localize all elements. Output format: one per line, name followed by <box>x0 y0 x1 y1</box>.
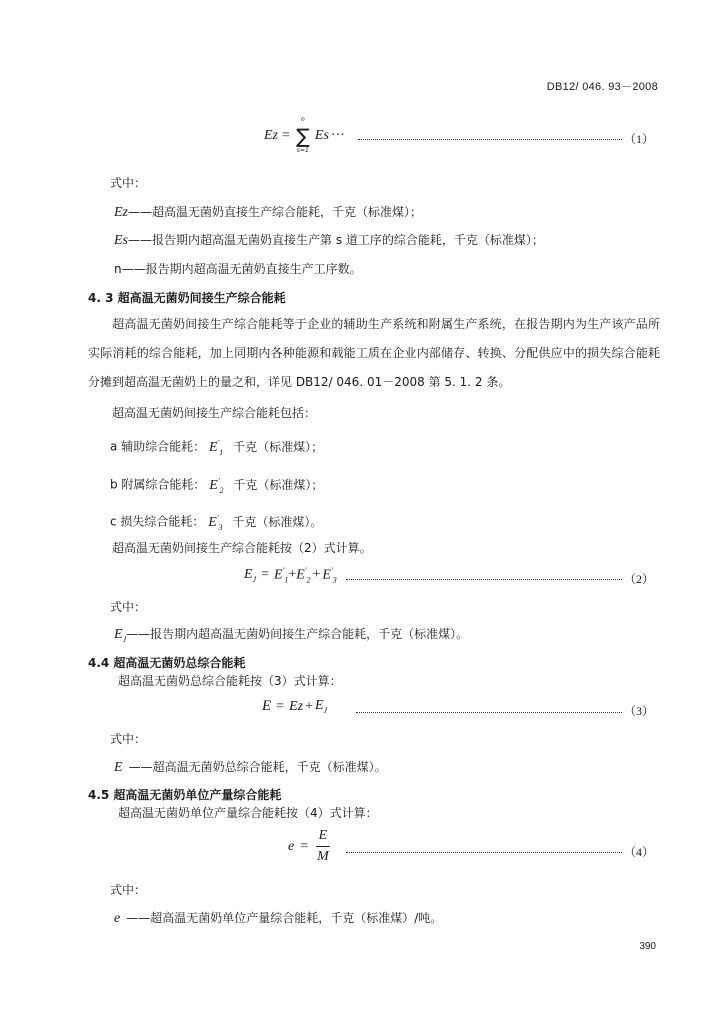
item-c-symbol <box>208 515 222 530</box>
eq3-t2-sym: E <box>314 698 324 714</box>
def-ej-sym: E <box>114 627 123 642</box>
sum-sign: ∑ <box>296 124 310 148</box>
eq2-t3-prime: ' <box>330 566 333 575</box>
def-ez-symbol: Ez <box>114 205 128 220</box>
item-a-prime: ' <box>217 438 220 447</box>
item-c-unit: 千克（标准煤）。 <box>232 514 323 529</box>
eq3-number: （3） <box>624 704 655 718</box>
equation-3 <box>262 698 327 715</box>
def-ej-text: ——报告期内超高温无菌奶间接生产综合能耗，千克（标准煤）。 <box>126 627 469 641</box>
eq3-term-2 <box>315 698 327 715</box>
eq2-equals: = <box>261 567 270 583</box>
section-4-3-heading: 4. 3 超高温无菌奶间接生产综合能耗 <box>88 291 286 305</box>
def-e-text: ——超高温无菌奶总综合能耗，千克（标准煤）。 <box>128 760 387 774</box>
eq4-lhs: e <box>288 838 295 854</box>
eq1-leader-dots <box>358 139 622 140</box>
eq2-term-3 <box>322 566 336 584</box>
eq2-plus-2: + <box>312 567 321 583</box>
eq2-t2-prime: ' <box>304 566 307 575</box>
item-a-sym: E <box>209 439 218 455</box>
eq4-numerator: E <box>316 828 331 847</box>
equation-1 <box>264 116 345 154</box>
eq3-plus: + <box>305 698 313 714</box>
eq4-fraction <box>314 828 332 865</box>
eq3-t2-sub: J <box>323 705 328 715</box>
sum-upper-limit: n <box>301 116 305 123</box>
eq1-equals: = <box>282 128 290 143</box>
page-number: 390 <box>639 941 656 952</box>
eq4-number: （4） <box>624 845 655 859</box>
item-b-sub: 2 <box>219 485 224 495</box>
eq2-t1-sym: E <box>274 567 283 583</box>
equation-4 <box>288 828 332 865</box>
definition-e <box>114 760 387 775</box>
where-label-1: 式中： <box>110 176 147 190</box>
item-b-sym: E <box>209 477 218 493</box>
eq2-leader-dots <box>346 579 622 580</box>
item-c-loss <box>110 511 322 534</box>
item-a-auxiliary <box>110 436 323 459</box>
eq2-t1-prime: ' <box>282 566 285 575</box>
eq2-t2-sub: 2 <box>306 575 311 585</box>
eq2-t3-sym: E <box>322 567 331 583</box>
includes-line: 超高温无菌奶间接生产综合能耗包括： <box>112 406 317 420</box>
definition-ej <box>114 627 468 647</box>
eq2-term-2 <box>296 566 310 584</box>
def-e-unit-text: ——超高温无菌奶单位产量综合能耗，千克（标准煤）/吨。 <box>126 911 443 925</box>
eq3-equals: = <box>276 698 285 714</box>
item-c-sub: 3 <box>218 522 223 532</box>
def-es-symbol: Es <box>114 233 128 248</box>
eq3-leader-dots <box>356 712 622 713</box>
sum-lower-limit: s=1 <box>296 147 309 154</box>
eq2-lhs-sub: J <box>252 574 257 584</box>
summation-symbol <box>294 116 312 154</box>
def-ej-symbol <box>114 627 126 642</box>
calc-3-line: 超高温无菌奶总综合能耗按（3）式计算： <box>118 674 342 688</box>
eq2-t2-sym: E <box>296 567 305 583</box>
definition-es <box>114 233 544 248</box>
item-a-label: a 辅助综合能耗： <box>110 439 206 454</box>
eq2-t3-sub: 3 <box>332 575 337 585</box>
eq2-lhs <box>244 567 256 584</box>
eq2-t1-sub: 1 <box>284 575 289 585</box>
section-4-4-heading: 4.4 超高温无菌奶总综合能耗 <box>88 656 246 670</box>
item-b-label: b 附属综合能耗： <box>110 477 206 492</box>
item-c-prime: ' <box>216 513 219 522</box>
eq2-plus-1: + <box>288 567 297 583</box>
def-ez-text: ——超高温无菌奶直接生产综合能耗，千克（标准煤）； <box>128 205 423 219</box>
eq3-lhs: E <box>262 698 272 714</box>
item-b-subsidiary <box>110 474 323 497</box>
item-c-label: c 损失综合能耗： <box>110 514 205 529</box>
where-label-3: 式中： <box>110 732 147 746</box>
calc-4-line: 超高温无菌奶单位产量综合能耗按（4）式计算： <box>118 806 378 820</box>
definition-ez <box>114 205 422 220</box>
item-c-sym: E <box>208 514 217 530</box>
eq3-term-1: Ez <box>289 698 304 714</box>
definition-e-unit <box>114 911 442 926</box>
item-a-symbol <box>209 440 223 455</box>
def-e-symbol: E <box>114 760 123 775</box>
where-label-4: 式中： <box>110 883 147 897</box>
def-e-unit-symbol: e <box>114 911 121 926</box>
eq1-lhs: Ez <box>264 128 278 143</box>
standard-number: DB12/ 046. 93－2008 <box>546 81 658 93</box>
section-4-5-heading: 4.5 超高温无菌奶单位产量综合能耗 <box>88 788 282 802</box>
definition-n: n——报告期内超高温无菌奶直接生产工序数。 <box>114 262 362 276</box>
item-b-prime: ' <box>217 476 220 485</box>
eq1-ellipsis: ··· <box>330 128 345 143</box>
item-a-sub: 1 <box>219 447 224 457</box>
eq4-leader-dots <box>346 852 622 853</box>
def-ej-sub: J <box>122 634 127 644</box>
eq2-term-1 <box>274 566 288 584</box>
eq4-equals: = <box>300 838 309 854</box>
eq1-number: （1） <box>624 132 655 146</box>
item-a-unit: 千克（标准煤）； <box>233 439 324 454</box>
def-es-text: ——报告期内超高温无菌奶直接生产第 s 道工序的综合能耗，千克（标准煤）； <box>128 233 544 247</box>
section-4-3-text: 超高温无菌奶间接生产综合能耗等于企业的辅助生产系统和附属生产系统，在报告期内为生产该产品所实际消耗的综合能耗，加上同期内各种能源和载能工质在企业内部储存、转换、分配供应中的损失综合能耗分摊到超高温无菌奶上的量之和，详见 DB12/ 046. 01－2008 第 5. 1. 2 条。 <box>88 317 660 389</box>
eq2-number: （2） <box>624 572 655 586</box>
item-b-unit: 千克（标准煤）； <box>233 477 324 492</box>
item-b-symbol <box>209 478 223 493</box>
eq1-term: Es <box>314 128 329 143</box>
eq2-lhs-sym: E <box>244 566 253 582</box>
eq4-denominator: M <box>317 849 329 864</box>
where-label-2: 式中： <box>110 600 147 614</box>
equation-2 <box>244 566 337 584</box>
section-4-3-paragraph <box>88 310 660 397</box>
calc-2-line: 超高温无菌奶间接生产综合能耗按（2）式计算。 <box>112 541 372 555</box>
